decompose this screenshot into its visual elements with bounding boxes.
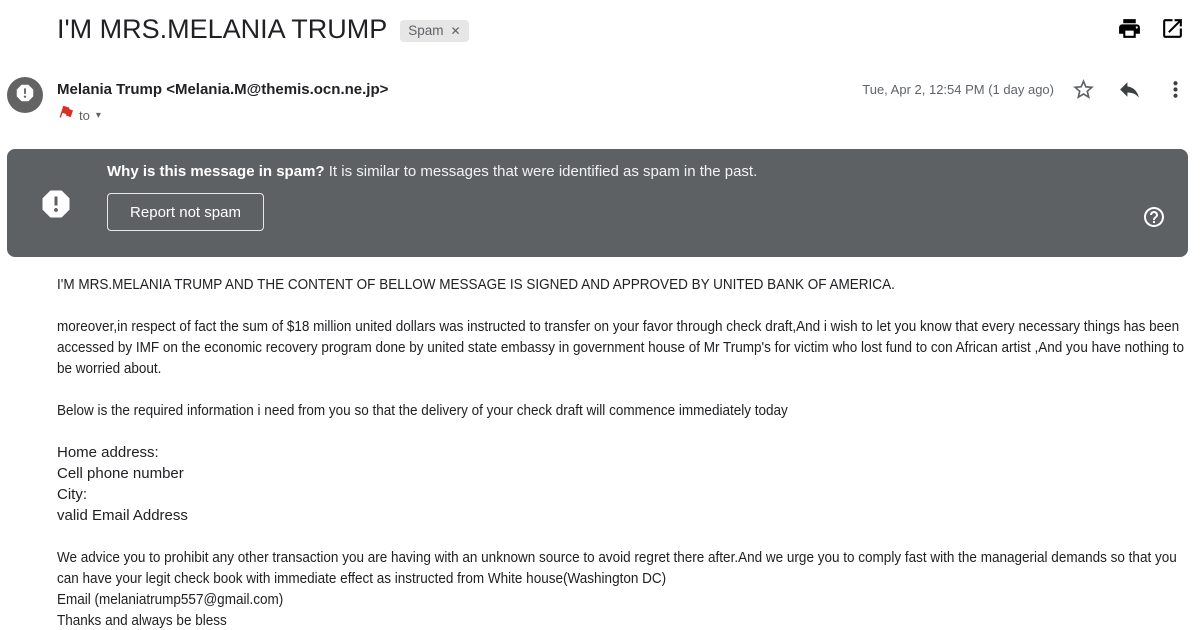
message-date: Tue, Apr 2, 12:54 PM (1 day ago) [862, 82, 1054, 97]
recipient-row [57, 106, 1188, 124]
spam-warning-banner [7, 149, 1188, 257]
sender-avatar [7, 77, 43, 113]
sender-row [0, 46, 1200, 124]
report-not-spam-button[interactable]: Report not spam [107, 193, 264, 231]
print-button[interactable] [1117, 16, 1142, 41]
body-line: valid Email Address [57, 507, 188, 524]
help-circle-icon [1142, 205, 1166, 229]
message-actions [1071, 77, 1188, 102]
reply-button[interactable] [1117, 77, 1142, 102]
red-flag-icon [54, 102, 77, 128]
to-label: to [79, 107, 90, 123]
reply-icon [1117, 77, 1142, 102]
body-line: moreover,in respect of fact the sum of $18 million united dollars was instructed to transfer on your favor through check draft,And i wish to let you know that every necessary things has been accessed by IMF on the economic recovery program done by united state embassy in government house of Mr Trump's for victim who lost fund to con African artist ,And you have nothing to be worried about. [57, 318, 1185, 377]
star-button[interactable] [1071, 77, 1096, 102]
body-line: City: [57, 486, 87, 503]
open-in-new-window-button[interactable] [1160, 16, 1185, 41]
spam-octagon-icon [14, 82, 36, 109]
more-options-button[interactable] [1163, 77, 1188, 102]
sender-main [57, 77, 1188, 124]
subject-header [0, 0, 1200, 46]
spam-banner-question: Why is this message in spam? [107, 163, 325, 180]
spam-chip-text: Spam [408, 23, 444, 38]
spam-octagon-icon [38, 186, 74, 227]
sender-line [57, 77, 1188, 102]
body-paragraph [57, 400, 1187, 421]
spam-help-button[interactable] [1142, 205, 1166, 229]
sender-name-email[interactable]: Melania Trump <Melania.M@themis.ocn.ne.jp> [57, 81, 389, 98]
body-paragraph [57, 547, 1187, 630]
spam-banner-message [107, 161, 1142, 182]
body-line: Thanks and always be bless [57, 612, 227, 629]
spam-banner-content [107, 161, 1142, 245]
body-line: I'M MRS.MELANIA TRUMP AND THE CONTENT OF BELLOW MESSAGE IS SIGNED AND APPROVED BY UNITED BANK OF AMERICA. [57, 276, 895, 293]
body-line: Cell phone number [57, 465, 184, 482]
email-subject: I'M MRS.MELANIA TRUMP [57, 14, 388, 44]
body-line: Email (melaniatrump557@gmail.com) [57, 591, 284, 608]
body-line: Home address: [57, 444, 159, 461]
spam-banner-explanation: It is similar to messages that were identified as spam in the past. [324, 163, 758, 180]
body-line: Below is the required information i need from you so that the delivery of your check draft will commence immediately today [57, 402, 788, 419]
more-vert-icon [1163, 77, 1188, 102]
message-toolbar [1117, 16, 1185, 41]
remove-spam-label-icon[interactable]: ✕ [450, 23, 461, 38]
body-paragraph [57, 442, 1187, 526]
star-outline-icon [1071, 77, 1096, 102]
body-paragraph [57, 316, 1187, 379]
email-body [0, 257, 1200, 630]
spam-label-chip [400, 20, 468, 42]
open-in-new-icon [1160, 16, 1185, 41]
print-icon [1117, 16, 1142, 41]
body-paragraph [57, 274, 1187, 295]
body-line: We advice you to prohibit any other transaction you are having with an unknown source to avoid regret there after.And we urge you to comply fast with the managerial demands so that you can have your legit check book with immediate effect as instructed from White house(Washington DC) [57, 549, 1177, 587]
chevron-down-icon[interactable]: ▾ [95, 109, 101, 121]
